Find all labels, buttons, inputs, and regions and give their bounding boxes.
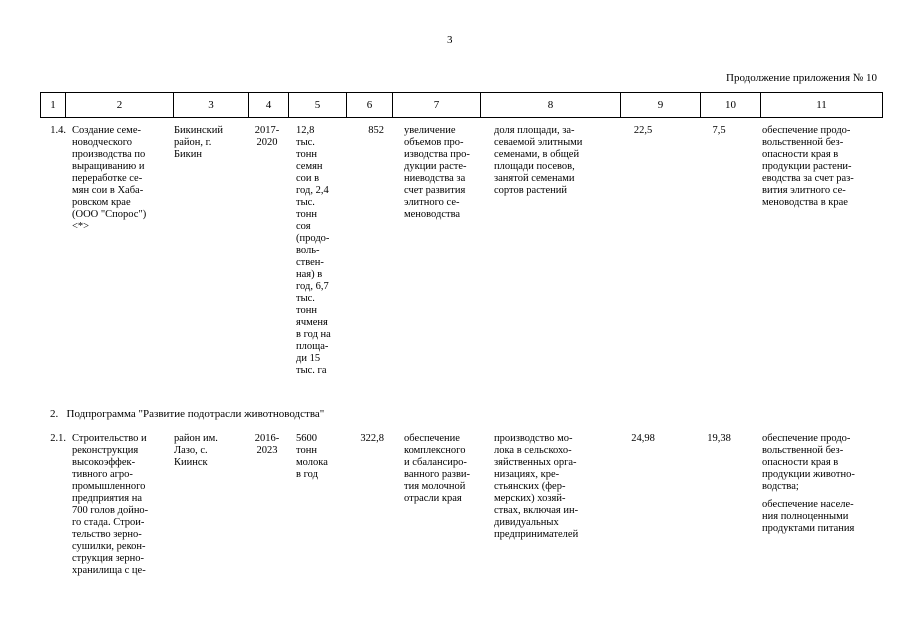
cell-line: дукции расте-: [404, 161, 467, 172]
section-title: Подпрограмма "Развитие подотрасли животноводства": [66, 408, 325, 420]
table-header: [40, 92, 883, 118]
cell-line: 7,5: [712, 125, 726, 136]
column-header-8: 8: [481, 93, 621, 118]
cell-line: семян: [296, 161, 323, 172]
cell-line: опасности края в: [762, 457, 839, 468]
section-heading: [50, 408, 324, 420]
cell-line: тонн: [296, 209, 317, 220]
cell-line: продукции растени-: [762, 161, 852, 172]
cell-line: Бикин: [174, 149, 202, 160]
cell-line: ячменя: [296, 317, 328, 328]
cell-line: тия молочной: [404, 481, 466, 492]
column-header-9: 9: [621, 93, 701, 118]
cell-line: молока: [296, 457, 328, 468]
cell-line: обеспечение продо-: [762, 125, 851, 136]
cell-line: 2017-: [254, 125, 280, 136]
cell-line: промышленного: [72, 481, 146, 492]
cell-line: Бикинский: [174, 125, 223, 136]
cell-line: стьянских (фер-: [494, 481, 566, 492]
cell-line: ствен-: [296, 257, 324, 268]
row-2-value9: [620, 433, 666, 445]
cell-line: 1.4.: [50, 125, 66, 136]
cell-line: мерских) хозяй-: [494, 493, 566, 504]
cell-line: производство мо-: [494, 433, 573, 444]
cell-line: реконструкция: [72, 445, 139, 456]
column-header-7: 7: [393, 93, 481, 118]
cell-line: предпринимателей: [494, 529, 579, 540]
row-2-value10: [698, 433, 740, 445]
row-1-location: [174, 125, 237, 161]
cell-line: тивного агро-: [72, 469, 133, 480]
cell-line: водства;: [762, 481, 799, 492]
cell-line: тыс.: [296, 293, 315, 304]
cell-line: вольственной без-: [762, 137, 844, 148]
row-1-capacity: [296, 125, 342, 377]
cell-line: высокоэффек-: [72, 457, 136, 468]
cell-line: переработке се-: [72, 173, 143, 184]
row-2-years: [252, 433, 282, 457]
page-number: 3: [447, 34, 453, 46]
cell-line: производства по: [72, 149, 146, 160]
row-1-value6: [352, 125, 384, 137]
row-1-value9: [620, 125, 666, 137]
cell-line: 24,98: [631, 433, 655, 444]
cell-line: еводства за счет раз-: [762, 173, 854, 184]
cell-line: ния полноценными: [762, 511, 849, 522]
cell-line: 2016-: [254, 433, 280, 444]
column-header-6: 6: [347, 93, 393, 118]
cell-line: ная) в: [296, 269, 323, 280]
column-header-3: 3: [174, 93, 249, 118]
row-1-result: [762, 125, 880, 209]
cell-line: доля площади, за-: [494, 125, 575, 136]
cell-line: опасности края в: [762, 149, 839, 160]
row-1-years: [252, 125, 282, 149]
cell-line: выращиванию и: [72, 161, 145, 172]
cell-line: 700 голов дойно-: [72, 505, 149, 516]
row-2-location: [174, 433, 237, 469]
cell-line: тонн: [296, 305, 317, 316]
cell-line: отрасли края: [404, 493, 462, 504]
cell-line: 2020: [256, 137, 278, 148]
cell-line: тельство зерно-: [72, 529, 142, 540]
cell-line: ди 15: [296, 353, 321, 364]
cell-line: изводства про-: [404, 149, 470, 160]
cell-line: объемов про-: [404, 137, 464, 148]
cell-line: меноводства: [404, 209, 461, 220]
cell-line: комплексного: [404, 445, 466, 456]
cell-line: меноводства в крае: [762, 197, 848, 208]
row-1-name: [72, 125, 168, 233]
cell-line: обеспечение населе-: [762, 499, 854, 510]
cell-line: дивидуальных: [494, 517, 559, 528]
cell-line: 12,8: [296, 125, 315, 136]
cell-line: новодческого: [72, 137, 133, 148]
cell-line: 2.1.: [50, 433, 66, 444]
cell-line: площади посевов,: [494, 161, 575, 172]
cell-line: 22,5: [633, 125, 653, 136]
column-header-2: 2: [66, 93, 174, 118]
row-1-value10: [698, 125, 740, 137]
cell-line: Киинск: [174, 457, 208, 468]
cell-line: зяйственных орга-: [494, 457, 577, 468]
cell-line: тыс.: [296, 197, 315, 208]
cell-line: (ООО "Спорос"): [72, 209, 147, 220]
column-header-11: 11: [761, 93, 883, 118]
cell-line: площа-: [296, 341, 329, 352]
row-2-value6: [352, 433, 384, 445]
row-2-goal: [404, 433, 488, 505]
row-2-result: [762, 433, 880, 535]
cell-line: ровском крае: [72, 197, 131, 208]
cell-line: 5600: [296, 433, 317, 444]
cell-line: воль-: [296, 245, 320, 256]
cell-line: продукции животно-: [762, 469, 855, 480]
cell-line: хранилища с це-: [72, 565, 146, 576]
column-header-5: 5: [289, 93, 347, 118]
cell-line: 852: [368, 125, 384, 136]
cell-line: струкция зерно-: [72, 553, 144, 564]
cell-line: тонн: [296, 445, 317, 456]
cell-line: ствах, включая ин-: [494, 505, 579, 516]
section-number: 2.: [50, 408, 59, 420]
cell-line: счет развития: [404, 185, 466, 196]
cell-line: сушилки, рекон-: [72, 541, 146, 552]
column-header-10: 10: [701, 93, 761, 118]
cell-line: Создание семе-: [72, 125, 141, 136]
column-header-1: 1: [41, 93, 66, 118]
cell-line: <*>: [72, 221, 90, 232]
cell-line: год, 6,7: [296, 281, 329, 292]
row-2-capacity: [296, 433, 342, 481]
cell-line: вольственной без-: [762, 445, 844, 456]
cell-line: обеспечение продо-: [762, 433, 851, 444]
cell-line: семенами, в общей: [494, 149, 580, 160]
cell-line: (продо-: [296, 233, 330, 244]
cell-line: 2023: [256, 445, 278, 456]
cell-line: предприятия на: [72, 493, 142, 504]
row-2-name: [72, 433, 168, 577]
cell-line: ванного разви-: [404, 469, 471, 480]
cell-line: Строительство и: [72, 433, 147, 444]
cell-line: 19,38: [707, 433, 731, 444]
cell-line: район, г.: [174, 137, 212, 148]
column-header-4: 4: [249, 93, 289, 118]
cell-line: в год на: [296, 329, 331, 340]
cell-line: вития элитного се-: [762, 185, 846, 196]
cell-line: продуктами питания: [762, 523, 855, 534]
cell-line: обеспечение: [404, 433, 460, 444]
cell-line: элитного се-: [404, 197, 460, 208]
row-2-indicator: [494, 433, 604, 541]
cell-line: и сбалансиро-: [404, 457, 467, 468]
cell-line: год, 2,4: [296, 185, 329, 196]
cell-line: увеличение: [404, 125, 456, 136]
continuation-label: Продолжение приложения № 10: [726, 72, 877, 84]
cell-line: 322,8: [360, 433, 384, 444]
cell-line: тонн: [296, 149, 317, 160]
cell-line: сортов растений: [494, 185, 567, 196]
cell-line: низациях, кре-: [494, 469, 560, 480]
cell-line: тыс.: [296, 137, 315, 148]
cell-line: го стада. Строи-: [72, 517, 145, 528]
cell-line: тыс. га: [296, 365, 327, 376]
row-1-indicator: [494, 125, 604, 197]
cell-line: лока в сельскохо-: [494, 445, 572, 456]
row-1-goal: [404, 125, 488, 221]
cell-line: соя: [296, 221, 311, 232]
cell-line: сои в: [296, 173, 320, 184]
row-2-num: [42, 433, 66, 445]
cell-line: район им.: [174, 433, 218, 444]
cell-line: Лазо, с.: [174, 445, 208, 456]
row-1-num: [42, 125, 66, 137]
cell-line: занятой семенами: [494, 173, 575, 184]
cell-line: мян сои в Хаба-: [72, 185, 144, 196]
cell-line: в год: [296, 469, 318, 480]
cell-line: ниеводства за: [404, 173, 466, 184]
cell-line: севаемой элитными: [494, 137, 583, 148]
